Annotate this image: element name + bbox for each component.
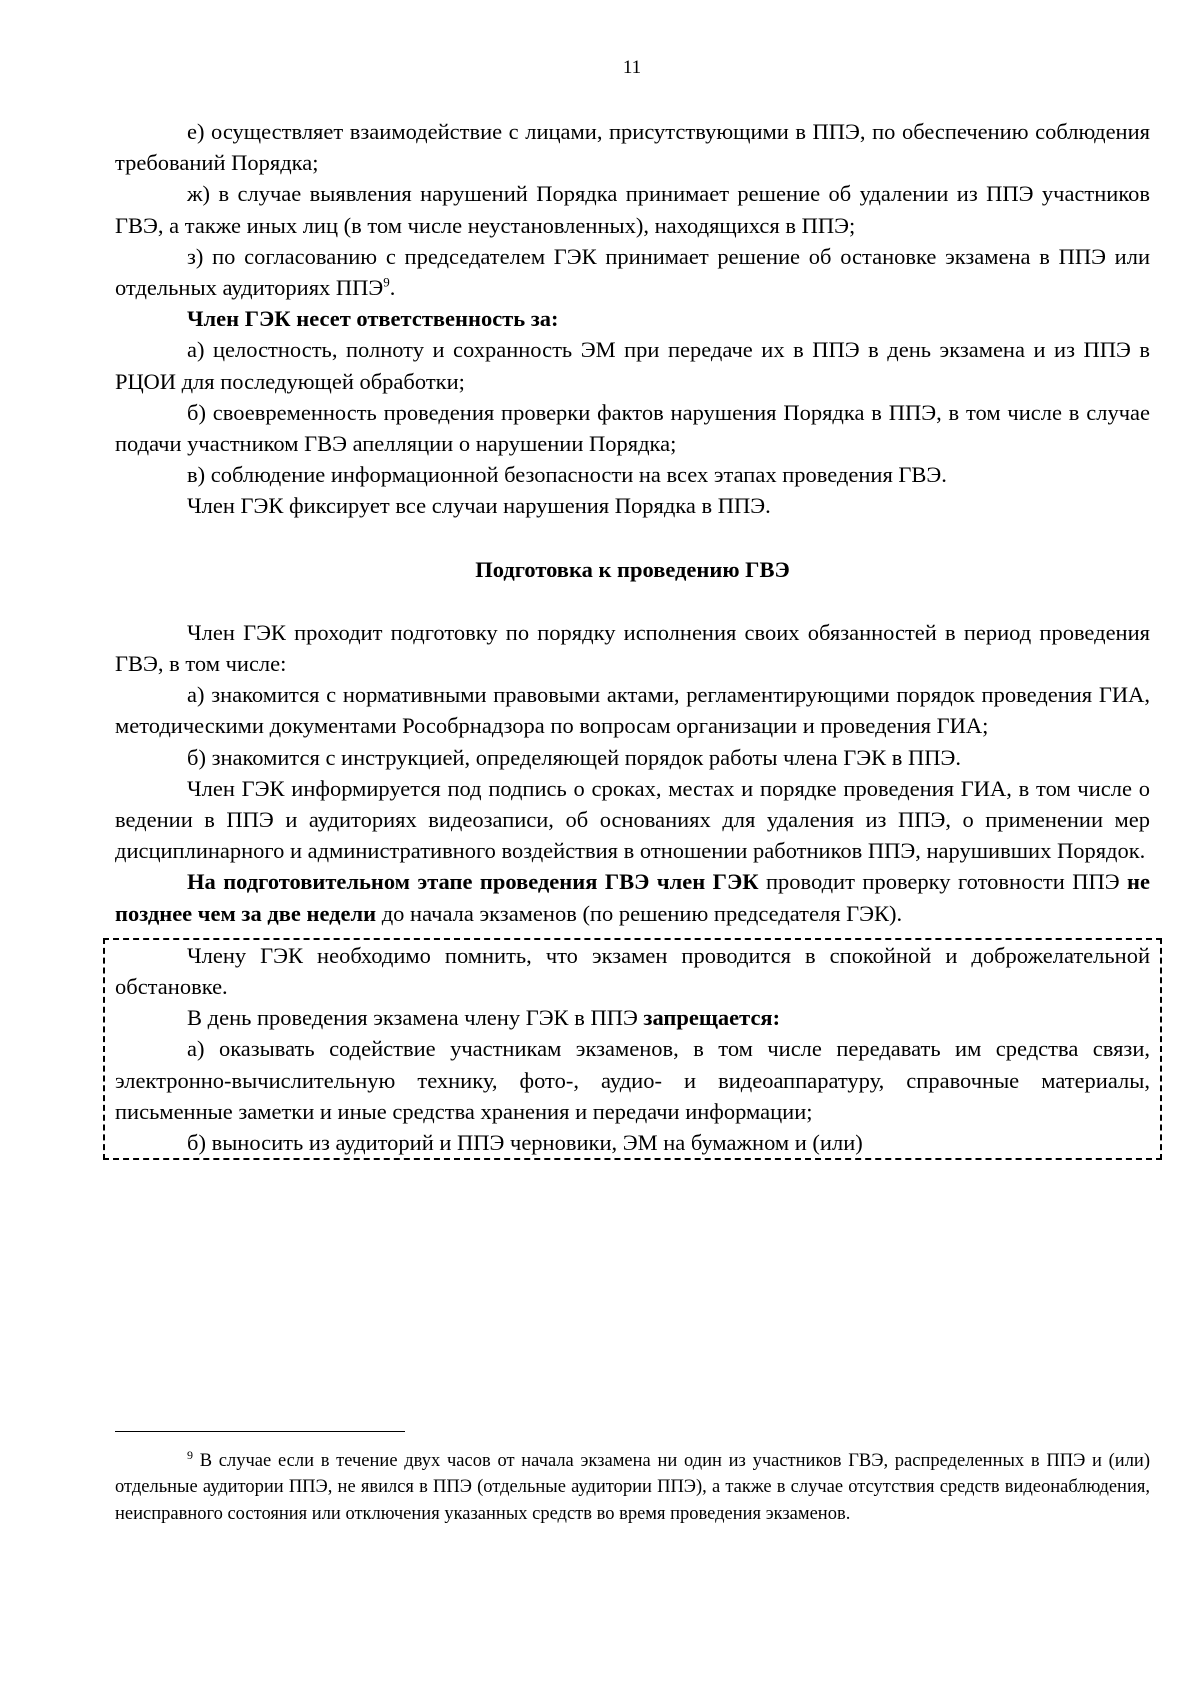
readiness-bold-2: не позднее чем за две недели	[115, 869, 1150, 926]
paragraph-item-z	[115, 241, 1150, 303]
notice-item-a: а) оказывать содействие участникам экзаменов, в том числе передавать им средства связи, электронно-вычислительную технику, фото-, аудио- и видеоаппаратуру, справочные материалы, письменные заметки и иные средства хранения и передачи информации;	[115, 1036, 1150, 1124]
preparation-item-a: а) знакомится с нормативными правовыми актами, регламентирующими порядок проведения ГИА, методическими документами Рособрнадзора по вопросам организации и проведения ГИА;	[115, 682, 1150, 739]
responsibility-item-b: б) своевременность проведения проверки фактов нарушения Порядка в ППЭ, в том числе в случае подачи участником ГВЭ апелляции о нарушении Порядка;	[115, 399, 1150, 457]
preparation-intro: Член ГЭК проходит подготовку по порядку исполнения своих обязанностей в период проведения ГВЭ, в том числе:	[115, 619, 1150, 677]
document-body	[115, 116, 1150, 1160]
footnote-reference[interactable]: 9	[383, 274, 390, 290]
footnote-divider	[115, 1431, 405, 1432]
section-heading: Подготовка к проведению ГВЭ	[475, 556, 790, 582]
paragraph-item-z-end: .	[389, 275, 396, 301]
responsibility-item-a: а) целостность, полноту и сохранность ЭМ при передаче их в ППЭ в день экзамена и из ППЭ в РЦОИ для последующей обработки;	[115, 337, 1150, 394]
notice-paragraph-2	[115, 1002, 1150, 1033]
readiness-check-paragraph	[115, 866, 1150, 928]
paragraph-item-zh: ж) в случае выявления нарушений Порядка принимает решение об удалении из ППЭ участников ГВЭ, а также иных лиц (в том числе неустановленных), находящихся в ППЭ;	[115, 181, 1150, 238]
footnote-marker: 9	[187, 1447, 193, 1462]
readiness-bold-1: На подготовительном этапе проведения ГВЭ член ГЭК	[187, 869, 759, 895]
paragraph-item-z-text: з) по согласованию с председателем ГЭК принимает решение об остановке экзамена в ППЭ или отдельных аудиториях ППЭ	[115, 243, 1150, 301]
responsibility-heading	[115, 303, 1150, 334]
violations-note: Член ГЭК фиксирует все случаи нарушения Порядка в ППЭ.	[187, 493, 771, 519]
notice-box	[103, 938, 1162, 1160]
footnote-text: В случае если в течение двух часов от начала экзамена ни один из участников ГВЭ, распределенных в ППЭ и (или) отдельные аудитории ППЭ, не явился в ППЭ (отдельные аудитории ППЭ), а также в случае отсутствия средств видеонаблюдения, неисправного состояния или отключения указанных средств во время проведения экзаменов.	[115, 1451, 1150, 1524]
preparation-item-b: б) знакомится с инструкцией, определяющей порядок работы члена ГЭК в ППЭ.	[187, 744, 962, 770]
notice-paragraph-1: Члену ГЭК необходимо помнить, что экзамен проводится в спокойной и доброжелательной обстановке.	[115, 942, 1150, 1000]
information-paragraph: Член ГЭК информируется под подпись о сроках, местах и порядке проведения ГИА, в том числе о ведении в ППЭ и аудиториях видеозаписи, об основаниях для удаления из ППЭ, о применении мер дисциплинарного и административного воздействия в отношении работников ППЭ, нарушивших Порядок.	[115, 775, 1150, 864]
page-number: 11	[622, 57, 642, 78]
readiness-text-1: проводит проверку готовности ППЭ	[758, 869, 1128, 895]
responsibility-heading-text: Член ГЭК несет ответственность за:	[187, 306, 559, 332]
notice-prohibited-bold: запрещается:	[643, 1005, 781, 1031]
notice-prohibited-text: В день проведения экзамена члену ГЭК в ППЭ	[187, 1005, 644, 1031]
responsibility-item-v: в) соблюдение информационной безопасности на всех этапах проведения ГВЭ.	[187, 462, 947, 488]
notice-item-b: б) выносить из аудиторий и ППЭ черновики, ЭМ на бумажном и (или)	[187, 1130, 863, 1156]
footnote	[115, 1448, 1150, 1527]
paragraph-item-e: е) осуществляет взаимодействие с лицами, присутствующими в ППЭ, по обеспечению соблюдения требований Порядка;	[115, 119, 1150, 176]
readiness-text-2: до начала экзаменов (по решению председателя ГЭК).	[376, 900, 903, 926]
